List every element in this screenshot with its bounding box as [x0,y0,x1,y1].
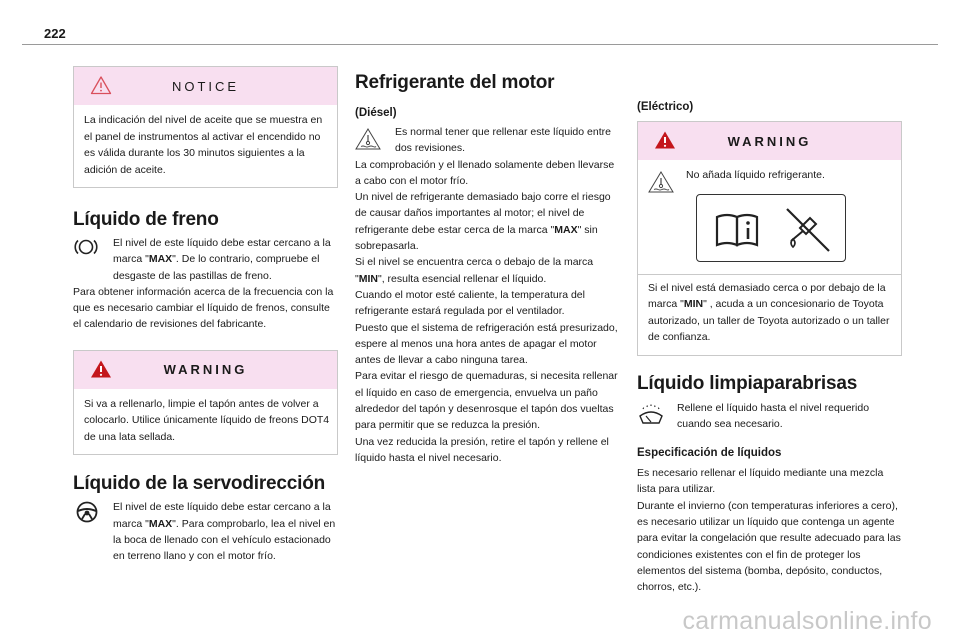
coolant-p3 [355,189,620,254]
steering-text-pre: El nivel de este líquido debe estar cercano a la marca " [113,501,331,530]
coolant-p3-post: " sin sobrepasarla. [355,223,598,253]
warning-triangle-icon [90,359,112,384]
coolant-p4-post: ", resulta esencial rellenar el líquido. [377,272,547,285]
brake-text-pre: El nivel de este líquido debe estar cercano a la marca " [113,237,331,266]
column-middle [355,72,620,466]
power-steering-text [73,499,338,564]
brake-text-post: ". De lo contrario, compruebe el desgaste de las pastillas de freno. [113,253,320,282]
brake-warning-header [74,351,337,389]
coolant-p3-pre: Un nivel de refrigerante demasiado bajo corre el riesgo de causar daños importantes al motor; el nivel de refrigerante debe estar cerca de la marca " [355,191,611,236]
coolant-p4-pre: Si el nivel se encuentra cerca o debajo de la marca " [355,256,594,285]
washer-p1: Rellene el líquido hasta el nivel requerido cuando sea necesario. [677,401,870,430]
header-rule [22,44,938,45]
brake-fluid-text [73,235,338,333]
brake-fluid-heading: Líquido de freno [73,209,219,230]
electric-warning-pre: Si el nivel está demasiado cerca o por debajo de la marca " [648,281,886,310]
spec-p2: Durante el invierno (con temperaturas inferiores a cero), es necesario utilizar un líquido que contenga un agente para evitar la congelación que resulte adecuado para las condiciones existentes con el fin de proteger los elementos del sistema (bomba, depósito, conductos, chorros, etc.). [637,499,901,594]
coolant-min-mark: MIN [358,272,378,285]
electric-warning-line1 [638,160,901,274]
power-steering-heading: Líquido de la servodirección [73,473,326,495]
notice-title: NOTICE [171,78,240,94]
brake-frequency-text: Para obtener información acerca de la frecuencia con la que es necesario cambiar el líquido de frenos, consulte el calendario de revisiones del fabricante. [73,285,334,331]
coolant-max-mark: MAX [554,223,578,236]
coolant-p8: Una vez reducida la presión, retire el tapón y rellene el líquido hasta el nivel necesario. [355,435,609,464]
coolant-text [355,124,620,466]
brake-max-mark: MAX [148,253,173,266]
steering-text-post: ". Para comprobarlo, lea el nivel en la boca de llenado con el vehículo estacionado en terreno llano y con el motor frío. [113,517,336,563]
electric-warning-text: No añada líquido refrigerante. [686,169,825,181]
electric-warning-post: " , acuda a un concesionario de Toyota autorizado, un taller de Toyota autorizado o un taller de confianza. [648,298,890,343]
electric-warning-body [638,275,901,355]
warning-triangle-icon [654,130,676,155]
electric-warning-header [638,122,901,160]
brake-warning-icon [73,237,99,262]
coolant-temperature-icon [355,128,381,155]
notice-box-header [74,67,337,105]
coolant-temperature-icon [648,171,674,199]
watermark: carmanualsonline.info [682,607,932,635]
electric-warning-box [637,121,902,356]
electric-subheading: (Eléctrico) [637,101,694,113]
spec-p1: Es necesario rellenar el líquido mediante una mezcla lista para utilizar. [637,467,884,496]
no-refill-pictogram [696,194,846,262]
washer-heading: Líquido limpiaparabrisas [637,372,858,394]
coolant-p5: Cuando el motor esté caliente, la temperatura del refrigerante estará regulada por el ventilador. [355,288,585,318]
brake-warning-body: Si va a rellenarlo, limpie el tapón antes de volver a colocarlo. Utilice únicamente líquido de freons DOT4 de una lata sellada. [84,397,330,443]
spec-text [637,465,902,595]
electric-min-mark: MIN [683,298,704,310]
electric-warning-title: WARNING [727,133,812,149]
diesel-subheading: (Diésel) [355,107,397,119]
washer-fluid-icon [637,402,665,431]
coolant-p6: Puesto que el sistema de refrigeración está presurizado, espere al menos una hora antes de apagar el motor antes de llevar a cabo ninguna tarea. [355,321,618,367]
page-number: 222 [44,26,66,41]
notice-triangle-icon [90,75,112,100]
manual-and-no-refill-icon [697,195,847,263]
brake-warning-box [73,350,338,456]
brake-warning-title: WARNING [163,362,248,378]
spec-heading: Especificación de líquidos [637,447,782,460]
steering-wheel-icon [73,501,101,528]
column-left [73,66,338,564]
coolant-p7: Para evitar el riesgo de quemaduras, si necesita rellenar el líquido en caso de emergencia, envuelva un paño alrededor del tapón y desenrosque el tapón dos vueltas para permitir que se reduzca la presión. [355,370,618,432]
notice-box [73,66,338,188]
coolant-p2: La comprobación y el llenado solamente deben llevarse a cabo con el motor frío. [355,158,615,187]
washer-text [637,400,902,433]
notice-body: La indicación del nivel de aceite que se muestra en el panel de instrumentos al activar el encendido no es válida durante los 30 minutos siguientes a la adición de aceite. [84,114,323,176]
column-right [637,101,902,595]
coolant-heading: Refrigerante del motor [355,72,555,93]
coolant-p4 [355,254,620,287]
steering-max-mark: MAX [148,517,173,530]
coolant-p1: Es normal tener que rellenar este líquido entre dos revisiones. [395,126,611,155]
